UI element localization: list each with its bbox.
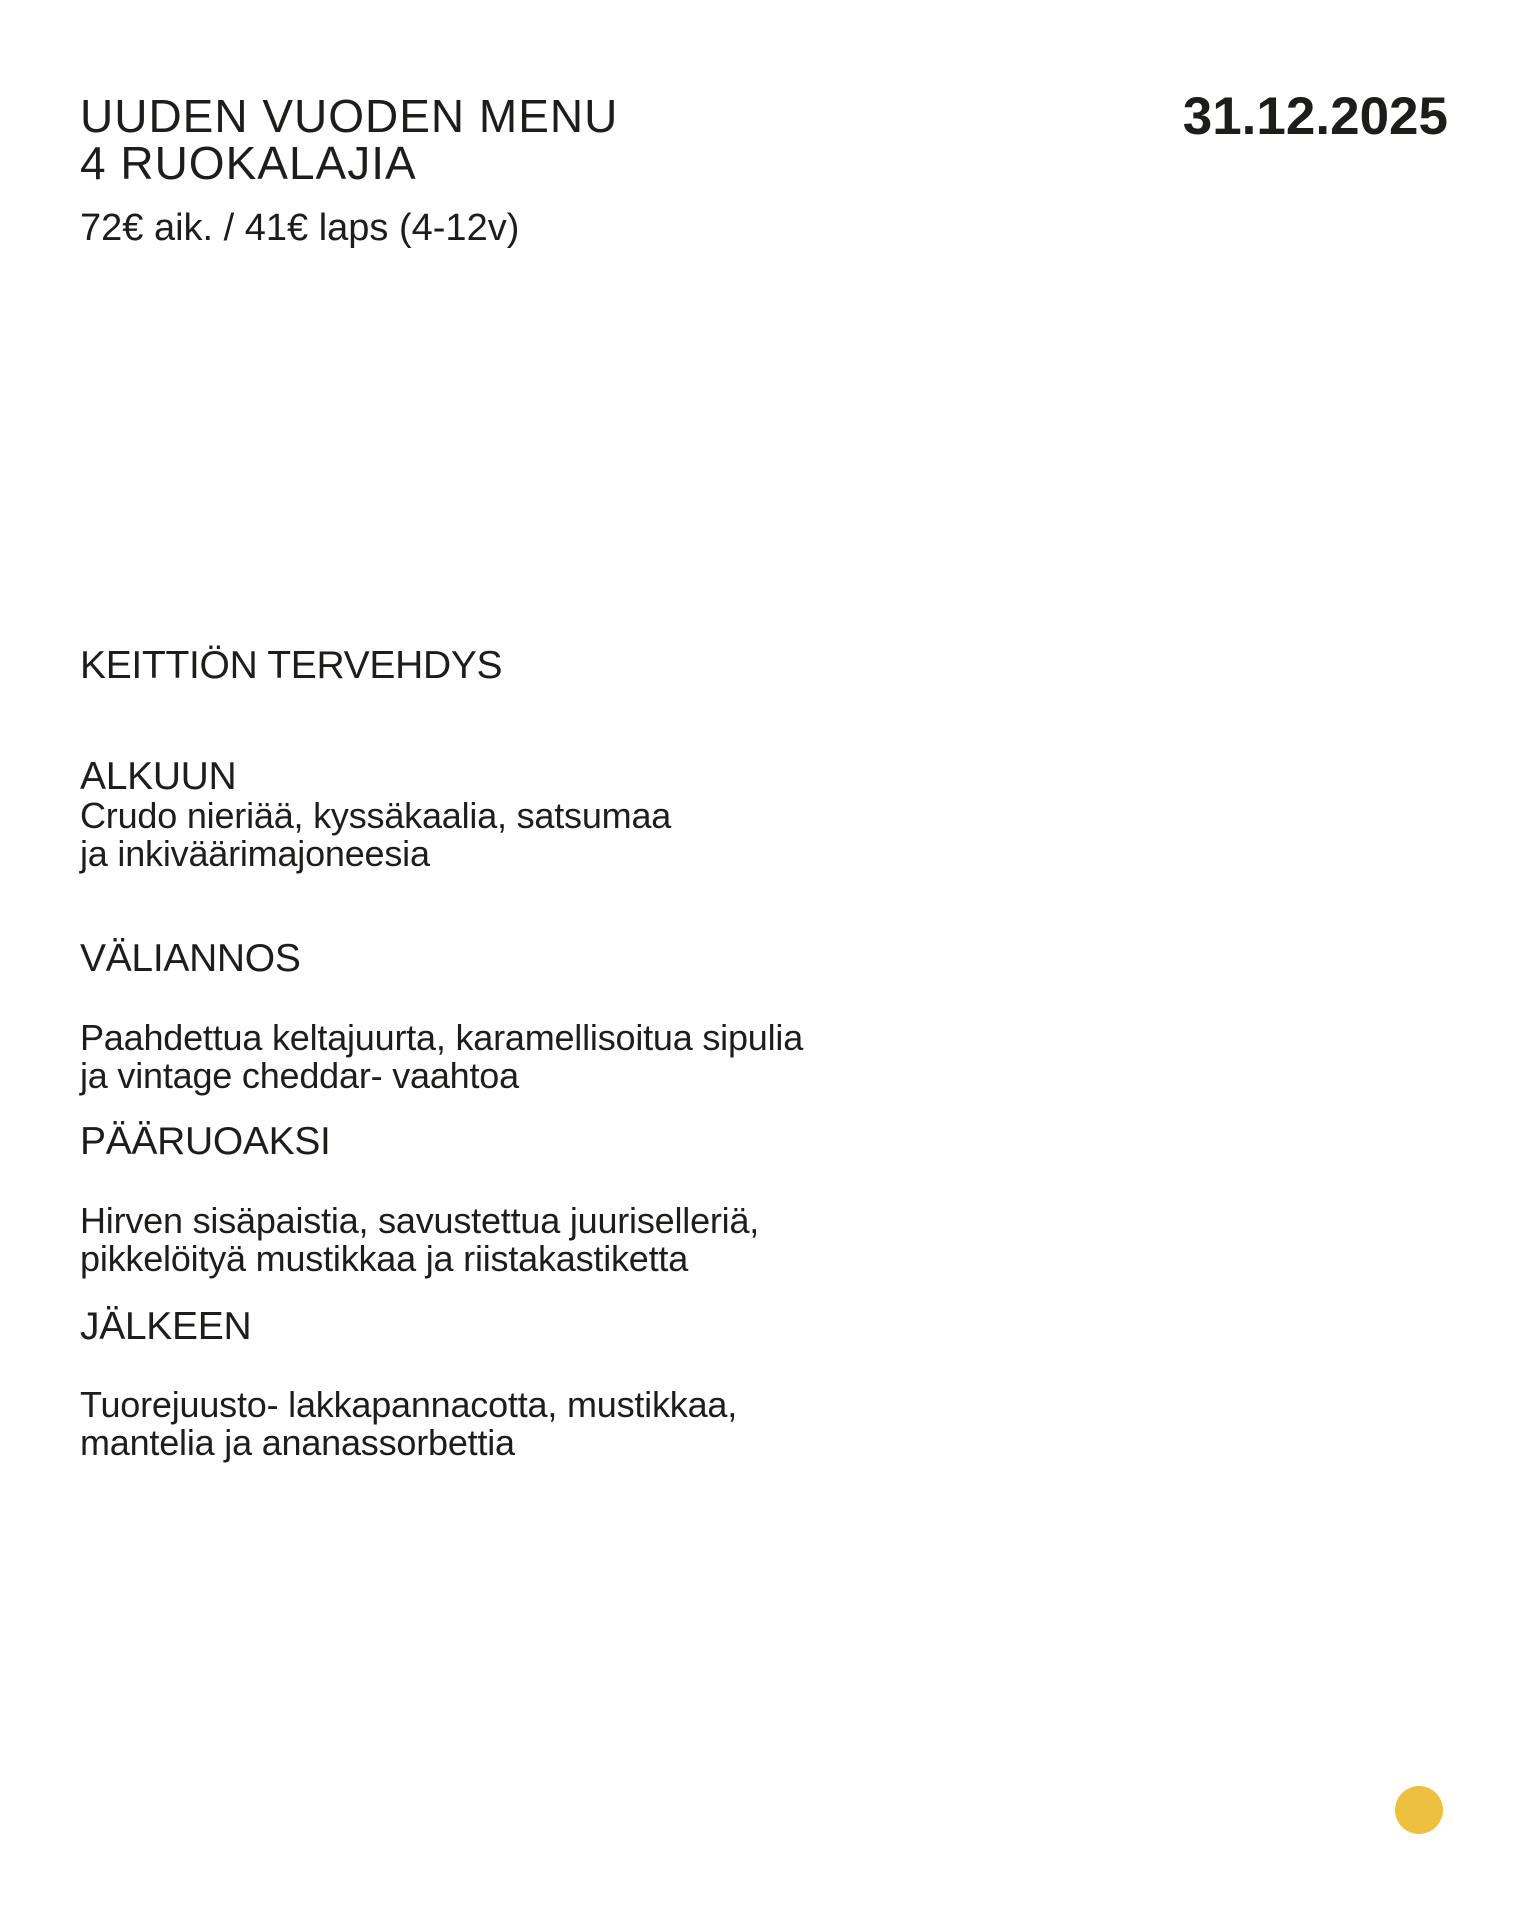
course-description-line-2: pikkelöityä mustikkaa ja riistakastiketta: [80, 1238, 689, 1279]
course-heading-dessert: JÄLKEEN: [80, 1305, 252, 1348]
kitchen-greeting-heading: KEITTIÖN TERVEHDYS: [80, 644, 503, 687]
course-heading-main: PÄÄRUOAKSI: [80, 1120, 331, 1163]
course-description-line-1: Tuorejuusto- lakkapannacotta, mustikkaa,: [80, 1384, 738, 1425]
course-description-line-1: Paahdettua keltajuurta, karamellisoitua sipulia: [80, 1017, 804, 1058]
course-description-line-1: Crudo nieriää, kyssäkaalia, satsumaa: [80, 795, 672, 836]
course-description-middle: [80, 1019, 803, 1095]
title-line-2: 4 RUOKALAJIA: [80, 137, 417, 189]
course-description-starter: [80, 797, 671, 873]
course-description-line-2: mantelia ja ananassorbettia: [80, 1422, 515, 1463]
page-title: [80, 90, 619, 189]
course-description-line-2: ja vintage cheddar- vaahtoa: [80, 1055, 519, 1096]
course-description-main: [80, 1202, 759, 1278]
course-description-dessert: [80, 1386, 737, 1462]
price-line: 72€ aik. / 41€ laps (4-12v): [80, 207, 520, 249]
course-description-line-2: ja inkiväärimajoneesia: [80, 833, 430, 874]
course-description-line-1: Hirven sisäpaistia, savustettua juuriselleriä,: [80, 1200, 760, 1241]
menu-date: 31.12.2025: [1182, 87, 1448, 146]
course-heading-middle: VÄLIANNOS: [80, 937, 301, 980]
course-heading-starter: ALKUUN: [80, 755, 237, 798]
brand-dot-icon: [1395, 1786, 1443, 1834]
title-line-1: UUDEN VUODEN MENU: [80, 90, 619, 142]
